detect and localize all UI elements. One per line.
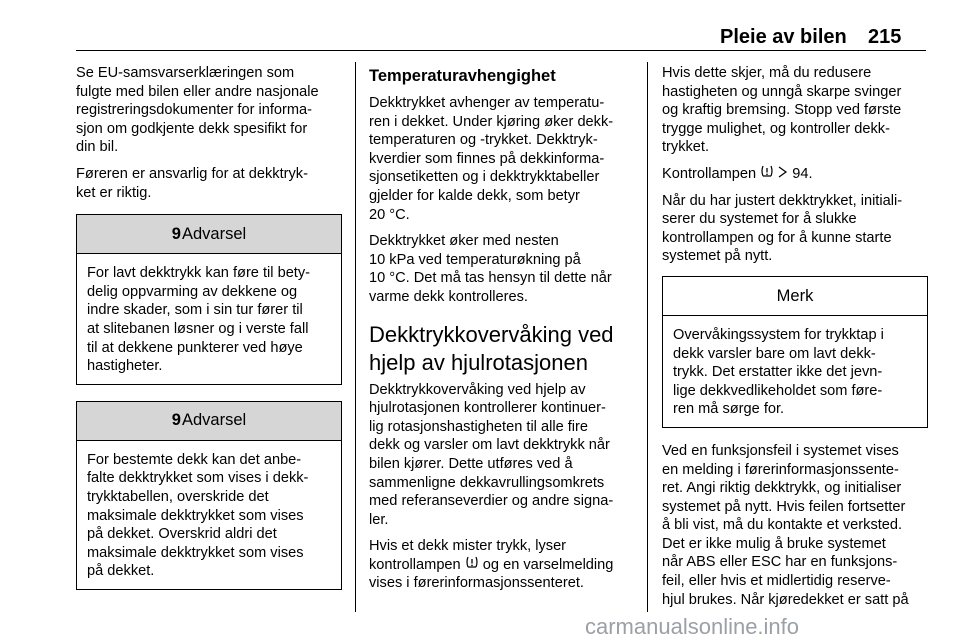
text-line: dekk varsler bare om lavt dekk- xyxy=(673,345,876,362)
text-line: varme dekk kontrolleres. xyxy=(369,288,528,305)
section-heading-large xyxy=(369,321,635,377)
text-line xyxy=(369,556,635,575)
paragraph xyxy=(76,165,342,202)
header-divider xyxy=(76,50,926,51)
note-header xyxy=(663,277,927,316)
text-line: med referanseverdier og andre signa- xyxy=(369,493,614,510)
text-line: Når du har justert dekktrykket, initiali- xyxy=(662,192,903,209)
text-line: trykktabellen, overskride det xyxy=(87,488,269,505)
text-line: Dekktrykket øker med nesten xyxy=(369,233,559,250)
paragraph xyxy=(369,94,635,224)
tire-pressure-warning-icon xyxy=(760,165,774,184)
text-line: hastigheter. xyxy=(87,358,163,375)
text-line: Hvis et dekk mister trykk, lyser xyxy=(369,538,567,555)
text-line: indre skader, som i sin tur fører til xyxy=(87,302,303,319)
text-line: ret. Angi riktig dekktrykk, og initialiser xyxy=(662,480,902,497)
text-line: vises i førerinformasjonssenteret. xyxy=(369,575,584,592)
text-line: maksimale dekktrykket som vises xyxy=(87,507,304,524)
text-line: temperaturen og -trykket. Dekktryk- xyxy=(369,132,598,149)
text-line xyxy=(662,165,928,184)
tire-pressure-warning-icon xyxy=(465,556,479,575)
warning-icon: 9 xyxy=(171,411,181,430)
text-line: systemet på nytt. Hvis feilen fortsetter xyxy=(662,498,906,515)
column-divider xyxy=(355,62,356,612)
page-number: 215 xyxy=(868,26,902,48)
text-line: 10 °C. Det må tas hensyn til dette når xyxy=(369,270,612,287)
text-line: ler. xyxy=(369,511,389,528)
text-line: bilen kjører. Dette utføres ved å xyxy=(369,455,573,472)
text-line: til at dekkene punkterer ved høye xyxy=(87,339,303,356)
text-line: lige dekkvedlikeholdet som føre- xyxy=(673,382,883,399)
text-line: fulgte med bilen eller andre nasjonale xyxy=(76,83,319,100)
text-line: trygge mulighet, og kontroller dekk- xyxy=(662,120,890,137)
text-line: på dekket. Overskrid aldri det xyxy=(87,526,277,543)
warning-title: Advarsel xyxy=(181,224,247,243)
heading-line: hjelp av hjulrotasjonen xyxy=(369,349,588,375)
heading-line: Dekktrykkovervåking ved xyxy=(369,321,614,347)
page-reference-arrow-icon[interactable] xyxy=(778,165,788,184)
text-line: For lavt dekktrykk kan føre til bety- xyxy=(87,265,311,282)
warning-header xyxy=(77,402,341,441)
text-line: Se EU-samsvarserklæringen som xyxy=(76,65,295,81)
paragraph xyxy=(369,232,635,306)
note-box xyxy=(662,276,928,428)
text-line: din bil. xyxy=(76,139,119,156)
warning-box xyxy=(76,401,342,590)
text-line: delig oppvarming av dekkene og xyxy=(87,283,298,300)
text-line: Overvåkingssystem for trykktap i xyxy=(673,326,884,343)
page-section-title: Pleie av bilen xyxy=(720,26,847,48)
text-line: Dekktrykket avhenger av temperatu- xyxy=(369,95,605,111)
warning-box xyxy=(76,214,342,385)
text-line: hjulrotasjonen kontrollerer kontinuer- xyxy=(369,400,606,417)
text-line: en melding i førerinformasjonssente- xyxy=(662,461,899,478)
text-line: hastigheten og unngå skarpe svinger xyxy=(662,83,902,100)
paragraph xyxy=(369,381,635,530)
column-middle xyxy=(369,64,635,601)
text-line: Hvis dette skjer, må du redusere xyxy=(662,65,872,81)
text-line: falte dekktrykket som vises i dekk- xyxy=(87,470,309,487)
text-line: og kraftig bremsing. Stopp ved første xyxy=(662,102,902,119)
paragraph xyxy=(662,442,928,609)
column-right xyxy=(662,64,928,617)
text-line: serer du systemet for å slukke xyxy=(662,211,857,228)
paragraph xyxy=(662,192,928,266)
text-line: ket er riktig. xyxy=(76,184,152,201)
note-title: Merk xyxy=(776,286,814,305)
text-fragment: Kontrollampen xyxy=(662,165,761,182)
text-line: registreringsdokumenter for informa- xyxy=(76,102,313,119)
text-line: gjelder for kalde dekk, som betyr xyxy=(369,187,580,204)
text-fragment: kontrollampen xyxy=(369,556,465,573)
warning-icon: 9 xyxy=(171,224,181,243)
paragraph xyxy=(369,537,635,593)
page-reference[interactable]: 94. xyxy=(792,165,813,182)
text-line: å bli vist, må du kontakte et verksted. xyxy=(662,517,903,534)
text-line: lig rotasjonshastigheten til alle fire xyxy=(369,418,589,435)
warning-body xyxy=(77,254,341,384)
text-line: når ABS eller ESC har en funksjons- xyxy=(662,554,898,571)
text-line: 20 °C. xyxy=(369,206,410,223)
section-heading: Temperaturavhengighet xyxy=(369,67,556,85)
text-line: ren i dekket. Under kjøring øker dekk- xyxy=(369,113,614,130)
text-line: For bestemte dekk kan det anbe- xyxy=(87,451,302,468)
text-line: på dekket. xyxy=(87,563,155,580)
text-fragment: og en varselmelding xyxy=(478,556,614,573)
text-line: at slitebanen løsner og i verste fall xyxy=(87,320,309,337)
text-line: trykk. Det erstatter ikke det jevn- xyxy=(673,364,883,381)
note-body xyxy=(663,316,927,427)
paragraph xyxy=(662,64,928,157)
text-line: kontrollampen og for å kunne starte xyxy=(662,229,892,246)
text-line: dekk og varsler om lavt dekktrykk når xyxy=(369,437,610,454)
text-line: systemet på nytt. xyxy=(662,248,773,265)
warning-title: Advarsel xyxy=(181,411,247,430)
text-line: sammenligne dekkavrullingsomkrets xyxy=(369,474,605,491)
text-line: 10 kPa ved temperaturøkning på xyxy=(369,251,581,268)
watermark: carmanualsonline.info xyxy=(585,614,800,639)
text-line: Føreren er ansvarlig for at dekktryk- xyxy=(76,165,308,182)
text-line: Dekktrykkovervåking ved hjelp av xyxy=(369,381,586,398)
paragraph xyxy=(662,165,928,184)
column-left xyxy=(76,64,342,606)
text-line: feil, eller hvis et midlertidig reserve- xyxy=(662,573,891,590)
paragraph xyxy=(76,64,342,157)
warning-header xyxy=(77,215,341,254)
text-line: hjul brukes. Når kjøredekket er satt på xyxy=(662,591,909,608)
text-line: Ved en funksjonsfeil i systemet vises xyxy=(662,442,899,459)
text-line: Det er ikke mulig å bruke systemet xyxy=(662,535,886,552)
warning-body xyxy=(77,441,341,589)
text-line: kverdier som finnes på dekkinforma- xyxy=(369,150,605,167)
text-line: maksimale dekktrykket som vises xyxy=(87,544,304,561)
text-line: sjon om godkjente dekk spesifikt for xyxy=(76,120,308,137)
text-line: ren må sørge for. xyxy=(673,401,785,418)
text-line: trykket. xyxy=(662,139,710,156)
column-divider xyxy=(647,62,648,612)
text-line: sjonsetiketten og i dekktrykktabeller xyxy=(369,169,600,186)
